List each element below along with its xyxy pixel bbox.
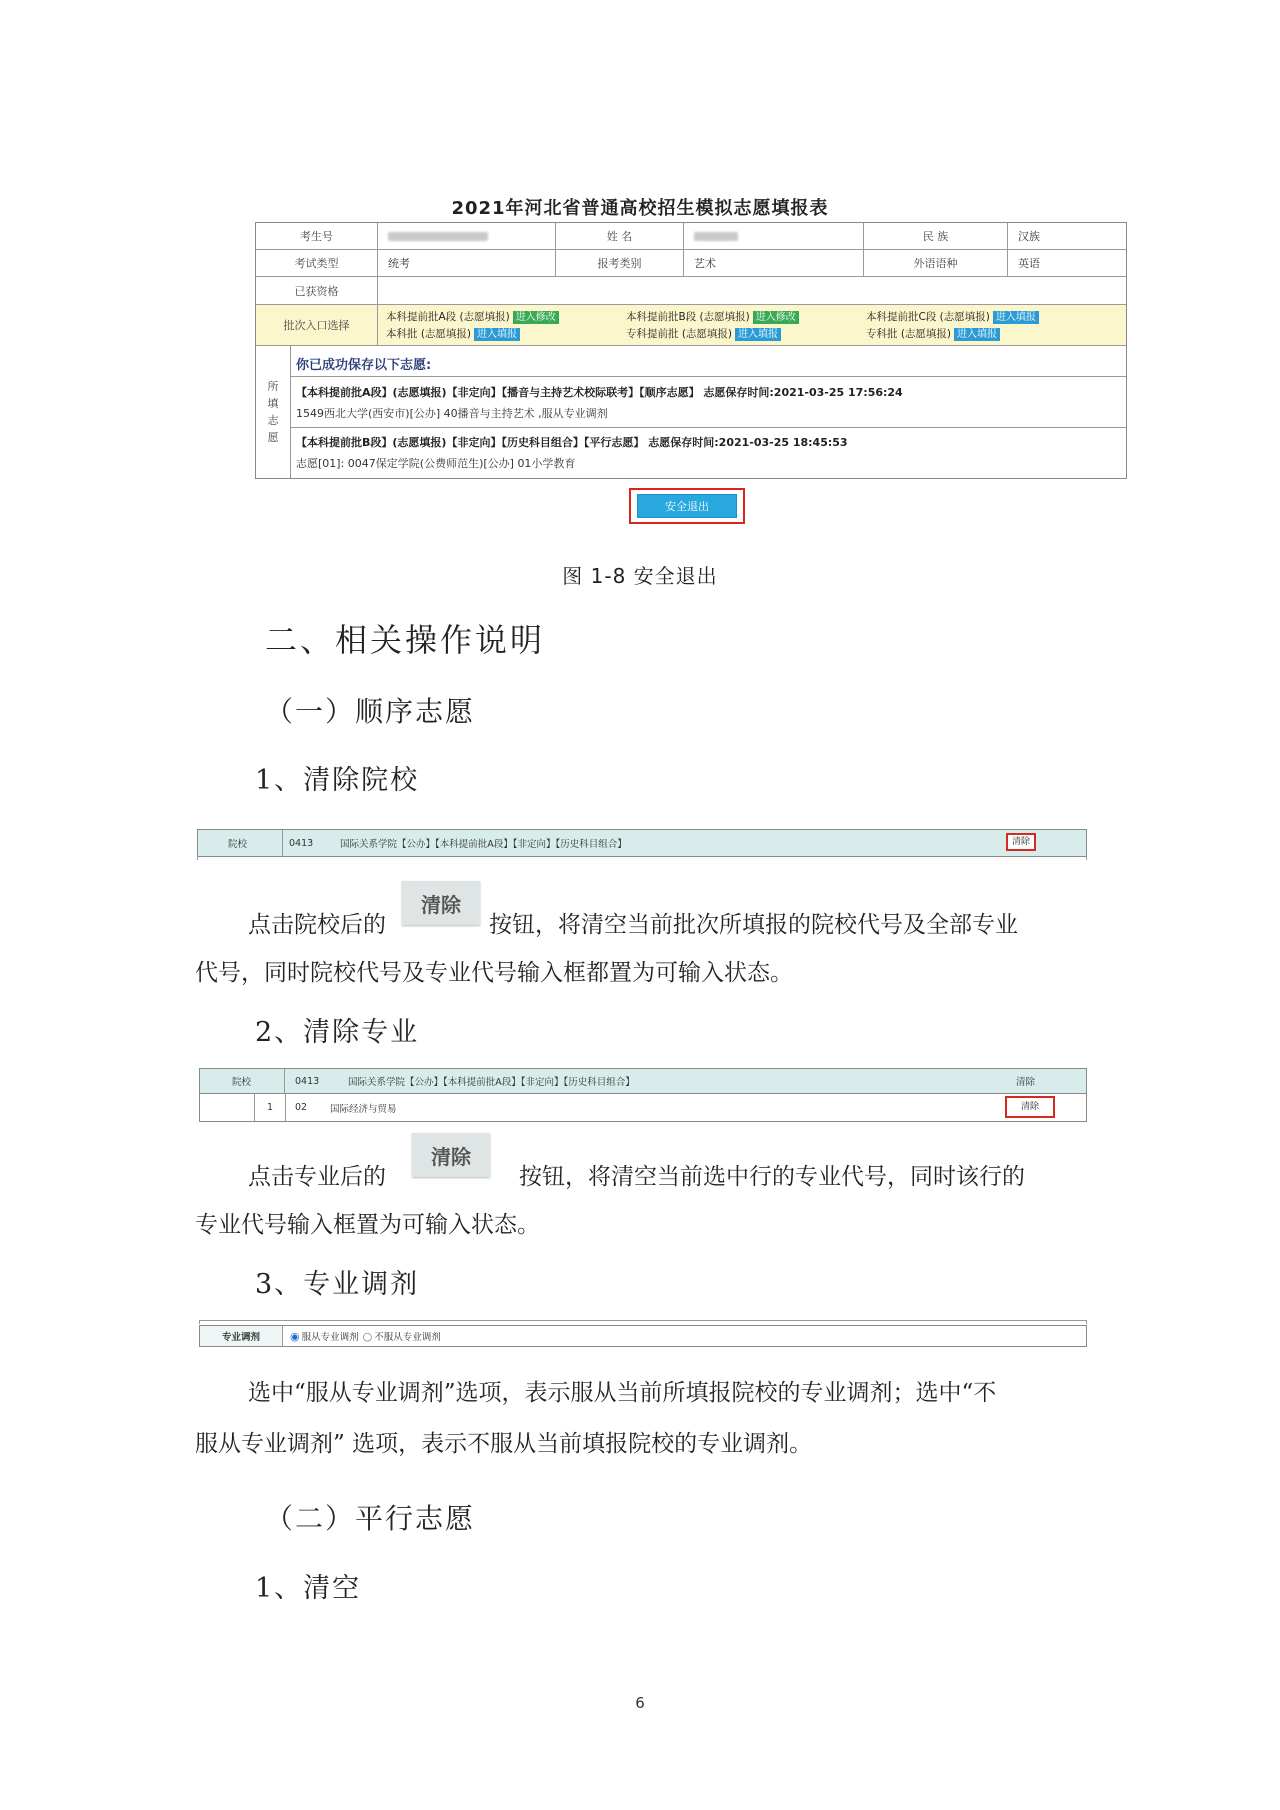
school-info: 国际关系学院【公办】【本科提前批A段】【非定向】【历史科目组合】 — [340, 839, 627, 850]
batch-undergrad-fill-button[interactable]: 进入填报 — [474, 328, 520, 341]
safe-logout-button[interactable]: 安全退出 — [637, 494, 737, 518]
batch-c: 本科提前批C段 (志愿填报) 进入填报 — [866, 309, 1039, 324]
para-clear-major-start: 点击专业后的 — [248, 1164, 386, 1190]
clear-school-button[interactable]: 清除 — [1016, 1077, 1036, 1088]
saved-entry-detail: 1549西北大学(西安市)[公办] 40播音与主持艺术 ,服从专业调剂 — [296, 407, 608, 420]
batch-junior-early-fill-button[interactable]: 进入填报 — [735, 328, 781, 341]
figure-caption: 图 1-8 安全退出 — [562, 564, 718, 588]
major-strip-major-row — [199, 1093, 1087, 1122]
major-name: 国际经济与贸易 — [330, 1103, 397, 1115]
batch-a-edit-button[interactable]: 进入修改 — [513, 311, 559, 324]
para-clear-major-end: 按钮，将清空当前选中行的专业代号，同时该行的 — [519, 1164, 1025, 1190]
batch-entry-row — [256, 305, 1126, 346]
para-clear-school-cont: 代号，同时院校代号及专业代号输入框都置为可输入状态。 — [195, 960, 793, 986]
batch-junior-early: 专科提前批 (志愿填报) 进入填报 — [626, 326, 781, 341]
adjust-label: 专业调剂 — [200, 1326, 283, 1346]
category-label: 报考类别 — [556, 250, 684, 276]
saved-entry — [290, 427, 1126, 478]
batch-undergrad: 本科批 (志愿填报) 进入填报 — [386, 326, 520, 341]
name-label: 姓 名 — [556, 223, 684, 249]
major-row-no: 1 — [254, 1094, 286, 1121]
radio-checked-icon[interactable]: ◉ — [290, 1329, 300, 1343]
option-accept-adjust: 服从专业调剂 — [301, 1332, 359, 1343]
item-clear-school: 1、清除院校 — [255, 765, 420, 796]
radio-unchecked-icon[interactable]: ○ — [362, 1329, 373, 1343]
name-value — [684, 223, 864, 249]
exam-type-label: 考试类型 — [256, 250, 378, 276]
clear-major-button[interactable]: 清除 — [1005, 1096, 1055, 1118]
adjust-strip — [199, 1325, 1087, 1347]
clear-school-button[interactable]: 清除 — [1006, 833, 1036, 851]
batch-b-edit-button[interactable]: 进入修改 — [753, 311, 799, 324]
major-strip-school-row — [199, 1068, 1087, 1094]
clear-button-image: 清除 — [412, 1133, 490, 1177]
saved-entry-header: 【本科提前批A段】(志愿填报)【非定向】【播音与主持艺术校际联考】【顺序志愿】 志愿保存时间:2021-03-25 17:56:24 — [296, 386, 903, 399]
form-title: 2021年河北省普通高校招生模拟志愿填报表 — [451, 198, 829, 219]
clear-button-image: 清除 — [402, 881, 480, 925]
batch-junior: 专科批 (志愿填报) 进入填报 — [866, 326, 1000, 341]
batch-junior-fill-button[interactable]: 进入填报 — [954, 328, 1000, 341]
option-decline-adjust: 不服从专业调剂 — [374, 1332, 441, 1343]
redacted-name — [694, 232, 738, 241]
school-label: 院校 — [228, 839, 248, 850]
saved-entry-header: 【本科提前批B段】(志愿填报)【非定向】【历史科目组合】【平行志愿】 志愿保存时间:2021-03-25 18:45:53 — [296, 436, 848, 449]
para-adjust-line2: 服从专业调剂” 选项，表示不服从当前填报院校的专业调剂。 — [195, 1431, 813, 1457]
form-row-student — [256, 223, 1126, 250]
exam-no-label: 考生号 — [256, 223, 378, 249]
subsection-sequential: （一）顺序志愿 — [265, 695, 476, 728]
batch-b: 本科提前批B段 (志愿填报) 进入修改 — [626, 309, 799, 324]
adjust-options — [290, 1326, 441, 1346]
nation-label: 民 族 — [864, 223, 1008, 249]
section-title: 二、相关操作说明 — [265, 621, 546, 659]
school-code: 0413 — [284, 1069, 319, 1093]
saved-volunteers — [256, 346, 1126, 478]
form-row-exam — [256, 250, 1126, 277]
batch-entry-label: 批次入口选择 — [256, 305, 378, 345]
redacted-exam-no — [388, 232, 488, 241]
form-row-qualification — [256, 277, 1126, 305]
school-code: 0413 — [282, 830, 313, 856]
category-value: 艺术 — [684, 250, 864, 276]
school-info: 国际关系学院【公办】【本科提前批A段】【非定向】【历史科目组合】 — [348, 1077, 635, 1088]
major-code: 02 — [295, 1102, 308, 1113]
volunteer-form-table — [255, 222, 1127, 479]
exam-no-value — [378, 223, 556, 249]
item-major-adjust: 3、专业调剂 — [255, 1269, 420, 1300]
foreign-lang-value: 英语 — [1018, 257, 1040, 270]
strip-edge — [197, 856, 1087, 860]
qualification-label: 已获资格 — [256, 277, 378, 304]
nation-value: 汉族 — [1018, 230, 1040, 243]
school-row-strip — [197, 829, 1087, 857]
strip-edge — [199, 1320, 1087, 1324]
batch-c-fill-button[interactable]: 进入填报 — [993, 311, 1039, 324]
para-adjust-line1: 选中“服从专业调剂”选项，表示服从当前所填报院校的专业调剂；选中“不 — [248, 1380, 997, 1406]
saved-entry-detail: 志愿[01]: 0047保定学院(公费师范生)[公办] 01小学教育 — [296, 457, 576, 470]
batch-a: 本科提前批A段 (志愿填报) 进入修改 — [386, 309, 559, 324]
subsection-parallel: （二）平行志愿 — [265, 1502, 476, 1535]
exam-type-value: 统考 — [378, 250, 556, 276]
item-clear-major: 2、清除专业 — [255, 1017, 420, 1048]
saved-heading: 你已成功保存以下志愿: — [296, 358, 432, 373]
school-label: 院校 — [232, 1077, 252, 1088]
foreign-lang-label: 外语语种 — [864, 250, 1008, 276]
para-clear-major-cont: 专业代号输入框置为可输入状态。 — [195, 1212, 540, 1238]
saved-side-label: 所 填 志 愿 — [256, 346, 291, 478]
para-clear-school-end: 按钮，将清空当前批次所填报的院校代号及全部专业 — [489, 912, 1018, 938]
item-clear-all: 1、清空 — [255, 1573, 362, 1604]
para-clear-school-start: 点击院校后的 — [248, 912, 386, 938]
page-number: 6 — [635, 1694, 645, 1712]
saved-entry — [290, 376, 1126, 427]
